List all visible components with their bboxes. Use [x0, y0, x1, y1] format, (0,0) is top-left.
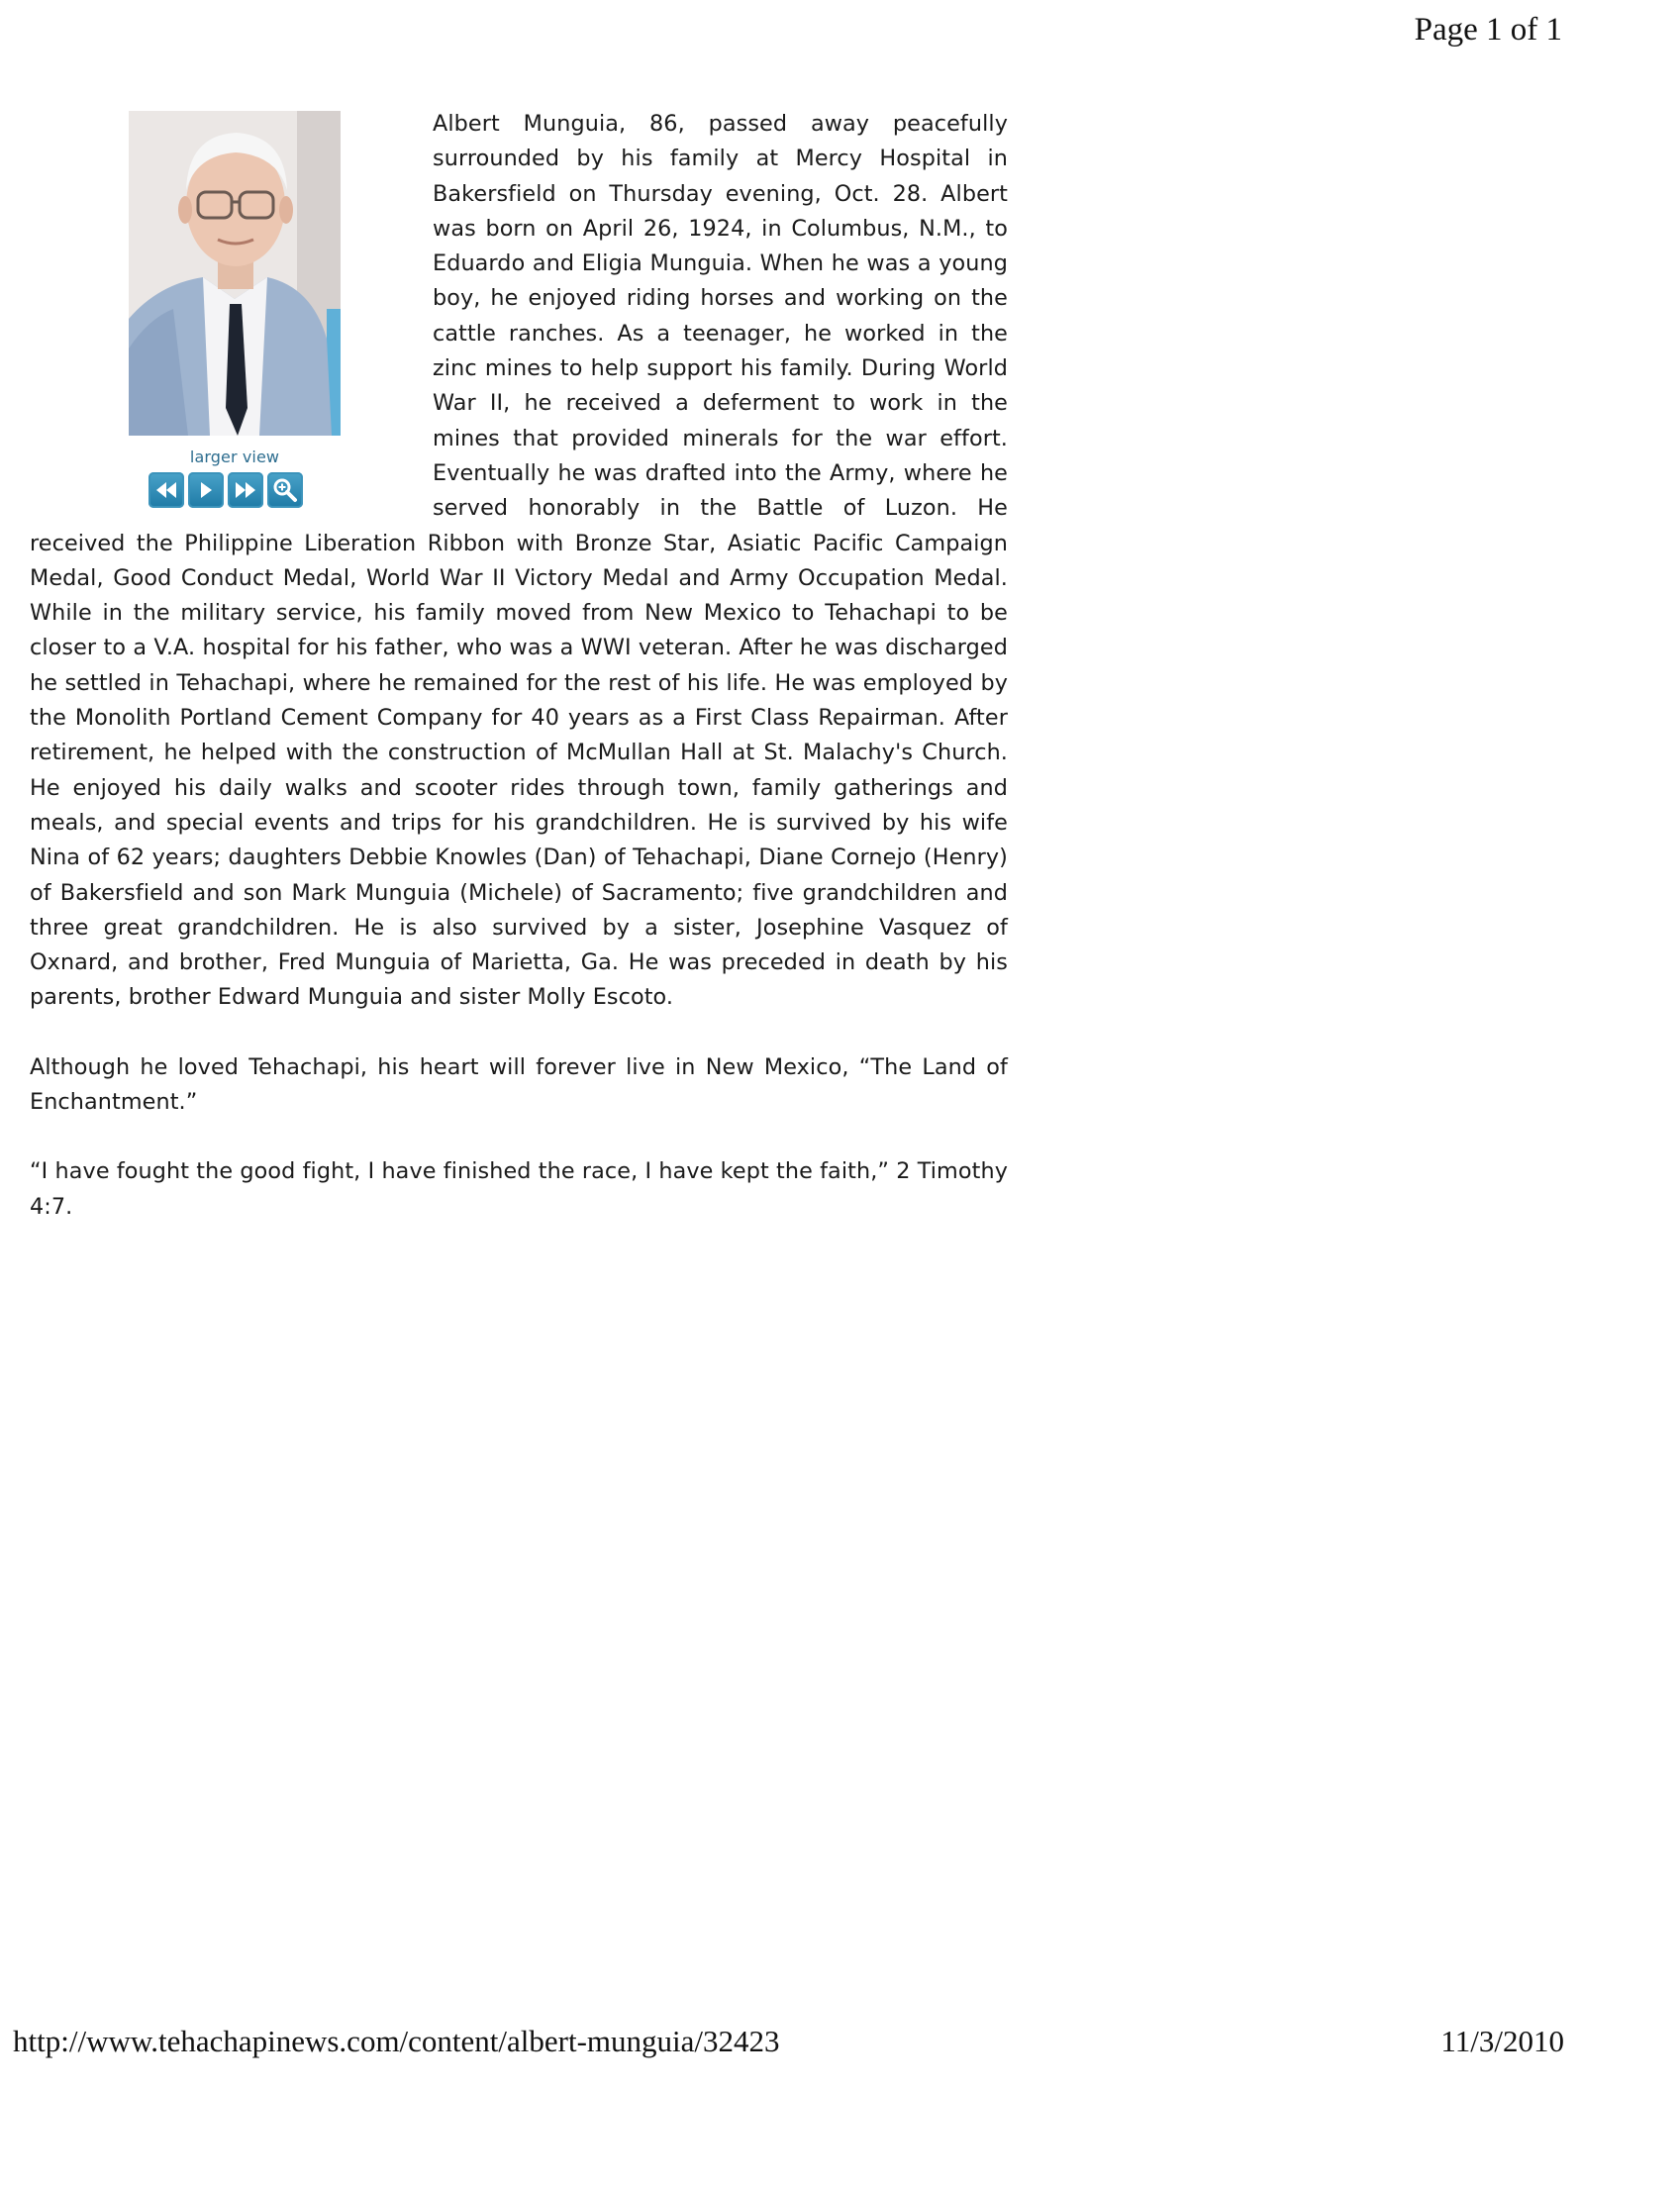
obituary-article [30, 107, 1008, 1225]
rewind-button[interactable] [148, 472, 184, 508]
photo-block [129, 107, 356, 515]
scripture-quote: “I have fought the good fight, I have finished the race, I have kept the faith,” 2 Timothy 4:7. [30, 1158, 1008, 1220]
larger-view-link[interactable]: larger view [189, 448, 280, 466]
rewind-icon [154, 480, 178, 500]
print-date: 11/3/2010 [1440, 2024, 1564, 2058]
portrait-photo[interactable] [129, 111, 341, 436]
fast-forward-icon [234, 480, 257, 500]
obituary-paragraph: Albert Munguia, 86, passed away peacefully surrounded by his family at Mercy Hospital in Bakersfield on Thursday evening, Oct. 28. Albert was born on April 26, 1924, in Columbus, N.M., to Eduardo and Eligia Munguia. When he was a young boy, he enjoyed riding horses and working on the cattle ranches. As a teenager, he worked in the zinc mines to help support his family. During World War II, he received a deferment to work in the mines that provided minerals for the war effort. Eventually he was drafted into the Army, where he served honorably in the Battle of Luzon. He received the Philippine Liberation Ribbon with Bronze Star, Asiatic Pacific Campaign Medal, Good Conduct Medal, World War II Victory Medal and Army Occupation Medal. While in the military service, his family moved from New Mexico to Tehachapi to be closer to a V.A. hospital for his father, who was a WWI veteran. After he was discharged he settled in Tehachapi, where he remained for the rest of his life. He was employed by the Monolith Portland Cement Company for 40 years as a First Class Repairman. After retirement, he helped with the construction of McMullan Hall at St. Malachy's Church. He enjoyed his daily walks and scooter rides through town, family gatherings and meals, and special events and trips for his grandchildren. He is survived by his wife Nina of 62 years; daughters Debbie Knowles (Dan) of Tehachapi, Diane Cornejo (Henry) of Bakersfield and son Mark Munguia (Michele) of Sacramento; five grandchildren and three great grandchildren. He is also survived by a sister, Josephine Vasquez of Oxnard, and brother, Fred Munguia of Marietta, Ga. He was preceded in death by his parents, brother Edward Munguia and sister Molly Escoto. [30, 111, 1008, 1011]
page-indicator: Page 1 of 1 [1414, 12, 1562, 48]
closing-paragraph: Although he loved Tehachapi, his heart will forever live in New Mexico, “The Land of Enchantment.” [30, 1053, 1008, 1116]
zoom-button[interactable] [267, 472, 303, 508]
source-url: http://www.tehachapinews.com/content/albert-munguia/32423 [13, 2024, 780, 2058]
play-icon [196, 480, 216, 500]
fast-forward-button[interactable] [228, 472, 263, 508]
photo-controls [148, 472, 356, 508]
zoom-icon [272, 477, 298, 503]
play-button[interactable] [188, 472, 224, 508]
portrait-illustration [129, 111, 341, 436]
